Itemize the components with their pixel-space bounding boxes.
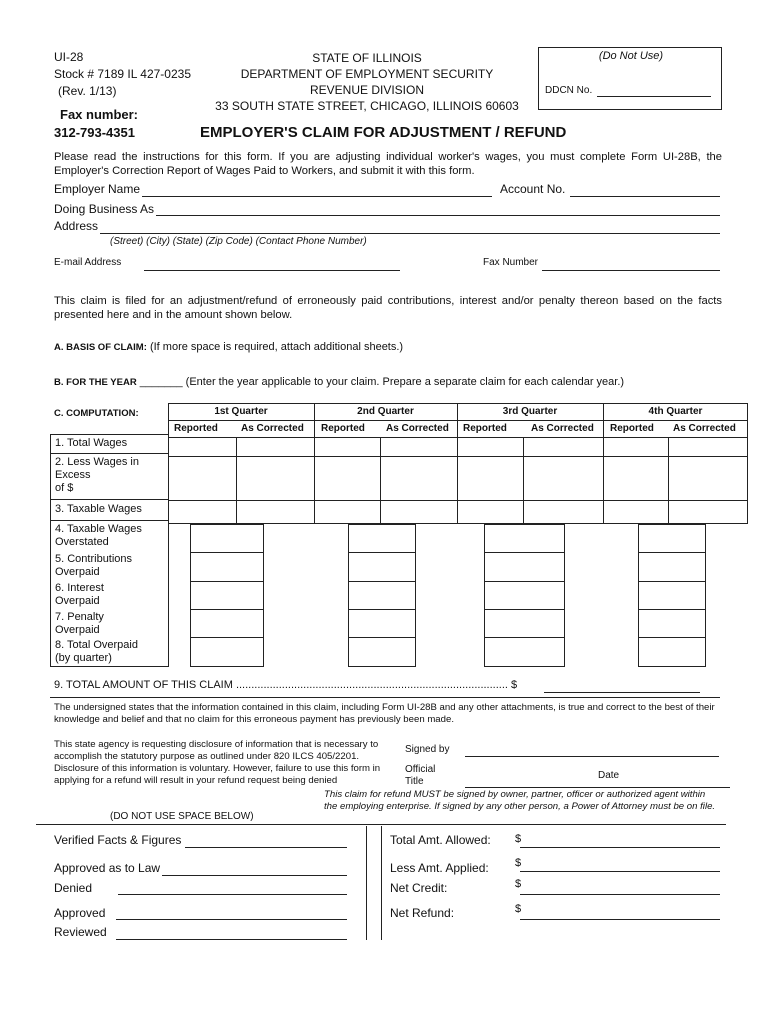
net-refund-currency: $ <box>515 903 522 915</box>
net-credit-label: Net Credit: <box>390 881 448 895</box>
q3-reported: Reported <box>463 423 507 434</box>
revision: (Rev. 1/13) <box>58 84 117 98</box>
denied-label: Denied <box>54 881 93 895</box>
intro-text: Please read the instructions for this form. If you are adjusting individual worker's wages, you must complete Form UI-28B, the Employer's Correction Report of Wages Paid to Workers, and submit it with this form. <box>54 151 722 177</box>
q2-overpaid-column[interactable] <box>348 524 416 667</box>
agency-line: DEPARTMENT OF EMPLOYMENT SECURITY <box>240 67 494 81</box>
denied-field[interactable] <box>118 894 347 895</box>
q4-reported: Reported <box>610 423 654 434</box>
page-title: EMPLOYER'S CLAIM FOR ADJUSTMENT / REFUND <box>200 124 567 141</box>
certification-text: The undersigned states that the information contained in this claim, including Form UI-28B and any other attachments, is true and correct to the best of their knowledge and belief and that no claim for this erroneous payment has previously been made. <box>54 702 715 725</box>
q1-reported: Reported <box>174 423 218 434</box>
fax-number: 312-793-4351 <box>54 125 135 140</box>
approved-field[interactable] <box>116 919 347 920</box>
date-label: Date <box>598 770 620 781</box>
quarter-3-heading: 3rd Quarter <box>502 406 558 417</box>
total-allowed-field[interactable] <box>520 847 720 848</box>
net-refund-label: Net Refund: <box>390 906 455 920</box>
title-field[interactable] <box>465 787 575 788</box>
total-allowed-currency: $ <box>515 833 522 845</box>
row-contributions: 5. Contributions Overpaid <box>55 553 133 578</box>
do-not-use-label: (Do Not Use) <box>598 50 664 62</box>
account-label: Account No. <box>500 182 566 196</box>
claim-statement: This claim is filed for an adjustment/refund of erroneously paid contributions, interest and/or penalty thereon based on the facts presented here and in the amount shown below. <box>54 295 722 321</box>
q3-overpaid-column[interactable] <box>484 524 565 667</box>
approved-law-label: Approved as to Law <box>54 861 161 875</box>
signature-note: This claim for refund MUST be signed by owner, partner, officer or authorized agent within the employing enterprise. If signed by any other person, a Power of Attorney must be on file. <box>324 789 716 812</box>
agency-line: STATE OF ILLINOIS <box>312 51 422 65</box>
verified-facts-field[interactable] <box>185 847 347 848</box>
employer-name-label: Employer Name <box>54 182 141 196</box>
quarter-4-heading: 4th Quarter <box>648 406 703 417</box>
row-less-wages: 2. Less Wages in Excess of $ <box>55 456 139 494</box>
for-the-year <box>54 376 624 388</box>
row-taxable-wages: 3. Taxable Wages <box>55 503 142 515</box>
quarter-1-heading: 1st Quarter <box>214 406 268 417</box>
computation-grid-upper[interactable] <box>168 437 748 524</box>
reviewed-field[interactable] <box>116 939 347 940</box>
signature-field[interactable] <box>465 756 719 757</box>
fax-number-field[interactable] <box>542 270 720 271</box>
disclosure-text: This state agency is requesting disclosure of information that is necessary to accomplish the statutory purpose as outlined under 820 ILCS 405/2201. Disclosure of this information is voluntary. However, failure to use this form in applying for a refund will result in your refund request being denied <box>54 739 381 786</box>
total-allowed-label: Total Amt. Allowed: <box>390 833 491 847</box>
title-label: Title <box>405 776 424 787</box>
computation-label: C. COMPUTATION: <box>54 408 139 419</box>
fax-label: Fax number: <box>60 107 139 122</box>
address-label: Address <box>54 219 99 233</box>
net-credit-currency: $ <box>515 878 522 890</box>
do-not-use-box <box>538 47 722 110</box>
q1-overpaid-column[interactable] <box>190 524 264 667</box>
fax-number-label: Fax Number <box>483 257 539 268</box>
less-applied-currency: $ <box>515 857 522 869</box>
total-amount-label: 9. TOTAL AMOUNT OF THIS CLAIM ......................................................................................... $ <box>54 679 518 691</box>
q2-reported: Reported <box>321 423 365 434</box>
row-interest: 6. Interest Overpaid <box>55 582 104 607</box>
less-applied-field[interactable] <box>520 871 720 872</box>
agency-line: REVENUE DIVISION <box>309 83 425 97</box>
total-currency: $ <box>511 679 518 691</box>
row-total-wages: 1. Total Wages <box>55 437 128 449</box>
account-field[interactable] <box>570 196 720 197</box>
verified-facts-label: Verified Facts & Figures <box>54 833 182 847</box>
form-id: UI-28 <box>54 50 84 64</box>
address-hint: (Street) (City) (State) (Zip Code) (Contact Phone Number) <box>110 236 367 247</box>
date-field[interactable] <box>575 787 730 788</box>
official-label: Official <box>405 764 436 775</box>
q2-corrected: As Corrected <box>386 423 449 434</box>
approved-law-field[interactable] <box>162 875 347 876</box>
less-applied-label: Less Amt. Applied: <box>390 861 489 875</box>
agency-block <box>200 50 534 114</box>
ddcn-field[interactable] <box>597 96 711 97</box>
basis-note: (If more space is required, attach additional sheets.) <box>149 341 404 353</box>
email-field[interactable] <box>144 270 400 271</box>
dba-field[interactable] <box>156 215 720 216</box>
q4-corrected: As Corrected <box>673 423 736 434</box>
dba-label: Doing Business As <box>54 202 155 216</box>
office-use-label: (DO NOT USE SPACE BELOW) <box>110 811 254 822</box>
q3-corrected: As Corrected <box>531 423 594 434</box>
address-field[interactable] <box>100 233 720 234</box>
signed-by-label: Signed by <box>405 744 450 755</box>
email-label: E-mail Address <box>54 257 122 268</box>
net-credit-field[interactable] <box>520 894 720 895</box>
row-penalty: 7. Penalty Overpaid <box>55 611 104 636</box>
basis-of-claim <box>54 341 403 353</box>
row-total-overpaid: 8. Total Overpaid (by quarter) <box>55 639 138 664</box>
year-label: B. FOR THE YEAR <box>54 377 137 388</box>
q1-corrected: As Corrected <box>241 423 304 434</box>
basis-label: A. BASIS OF CLAIM: <box>54 342 147 353</box>
quarter-2-heading: 2nd Quarter <box>357 406 414 417</box>
stock-number: Stock # 7189 IL 427-0235 <box>54 67 191 81</box>
approved-label: Approved <box>54 906 106 920</box>
year-note: (Enter the year applicable to your claim. Prepare a separate claim for each calendar year.) <box>185 376 625 388</box>
net-refund-field[interactable] <box>520 919 720 920</box>
ddcn-label: DDCN No. <box>545 85 593 96</box>
employer-name-field[interactable] <box>142 196 492 197</box>
row-taxable-overstated: 4. Taxable Wages Overstated <box>55 523 142 548</box>
q4-overpaid-column[interactable] <box>638 524 706 667</box>
total-amount-field[interactable] <box>544 692 700 693</box>
year-blank[interactable]: _______ <box>139 376 183 388</box>
reviewed-label: Reviewed <box>54 925 107 939</box>
agency-line: 33 SOUTH STATE STREET, CHICAGO, ILLINOIS 60603 <box>215 99 519 113</box>
